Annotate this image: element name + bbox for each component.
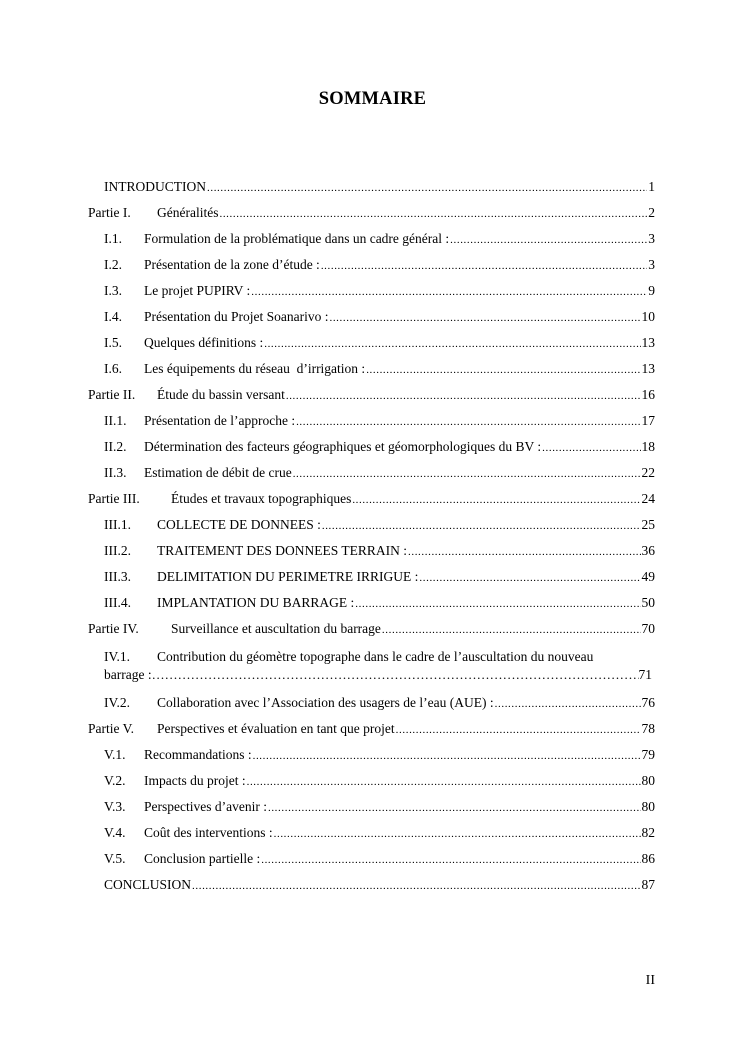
- toc-entry-conclusion[interactable]: [104, 876, 655, 894]
- toc-entry-number: Partie IV.: [88, 621, 139, 636]
- toc-entry-title: Conclusion partielle :: [144, 851, 261, 866]
- toc-entry-title-continuation: barrage :: [104, 667, 152, 682]
- toc-entry-iv-1-continuation[interactable]: [104, 666, 652, 684]
- toc-leader-dots: [355, 595, 640, 613]
- toc-entry-introduction[interactable]: [104, 178, 655, 196]
- toc-leader-dots: [495, 695, 641, 713]
- toc-entry-number: II.2.: [104, 439, 127, 454]
- toc-entry-page: 76: [641, 695, 655, 710]
- toc-leader-dots: [286, 387, 641, 405]
- toc-entry-i-1[interactable]: [104, 230, 655, 248]
- toc-entry-number: IV.2.: [104, 695, 131, 710]
- toc-entry-number: I.6.: [104, 361, 122, 376]
- toc-entry-title: Coût des interventions :: [144, 825, 273, 840]
- toc-entry-title: Surveillance et auscultation du barrage: [171, 621, 381, 636]
- toc-entry-iv-1[interactable]: [104, 648, 655, 666]
- toc-entry-page: 3: [648, 231, 655, 246]
- toc-entry-iv-2[interactable]: [104, 694, 655, 712]
- toc-leader-dots: [293, 465, 641, 483]
- toc-entry-page: 87: [641, 877, 655, 892]
- toc-entry-page: 9: [648, 283, 655, 298]
- toc-entry-number: V.4.: [104, 825, 126, 840]
- toc-entry-page: 13: [641, 361, 655, 376]
- toc-leader-ellipsis: [152, 666, 639, 684]
- toc-leader-dots: [253, 747, 641, 765]
- toc-entry-title: Recommandations :: [144, 747, 252, 762]
- toc-entry-number: I.3.: [104, 283, 122, 298]
- toc-leader-dots: [264, 335, 640, 353]
- toc-entry-i-4[interactable]: [104, 308, 655, 326]
- toc-leader-dots: [419, 569, 640, 587]
- toc-entry-page: 17: [641, 413, 655, 428]
- toc-leader-dots: [207, 179, 647, 197]
- toc-entry-number: Partie III.: [88, 491, 140, 506]
- toc-entry-title: Études et travaux topographiques: [171, 491, 352, 506]
- toc-entry-title: IMPLANTATION DU BARRAGE :: [157, 595, 355, 610]
- toc-entry-page: 36: [641, 543, 655, 558]
- toc-entry-title: Perspectives et évaluation en tant que projet: [157, 721, 395, 736]
- toc-entry-number: V.3.: [104, 799, 126, 814]
- toc-entry-page: 70: [641, 621, 655, 636]
- toc-entry-title: COLLECTE DE DONNEES :: [157, 517, 321, 532]
- toc-entry-number: III.3.: [104, 569, 131, 584]
- toc-leader-dots: [322, 517, 641, 535]
- toc-leader-dots: [296, 413, 640, 431]
- toc-entry-partie-iv[interactable]: [88, 620, 655, 638]
- toc-entry-number: III.1.: [104, 517, 131, 532]
- toc-entry-i-3[interactable]: [104, 282, 655, 300]
- toc-leader-dots: [268, 799, 641, 817]
- toc-entry-iii-1[interactable]: [104, 516, 655, 534]
- toc-entry-number: V.1.: [104, 747, 126, 762]
- toc-entry-number: I.5.: [104, 335, 122, 350]
- toc-entry-number: Partie I.: [88, 205, 131, 220]
- toc-entry-partie-i[interactable]: [88, 204, 655, 222]
- toc-entry-page: 1: [648, 179, 655, 194]
- toc-entry-page: 13: [641, 335, 655, 350]
- toc-entry-page: 25: [641, 517, 655, 532]
- toc-entry-v-4[interactable]: [104, 824, 655, 842]
- toc-leader-dots: [352, 491, 640, 509]
- toc-entry-i-6[interactable]: [104, 360, 655, 378]
- toc-entry-page: 3: [648, 257, 655, 272]
- toc-entry-title: Contribution du géomètre topographe dans le cadre de l’auscultation du nouveau: [157, 649, 594, 664]
- toc-entry-title: DELIMITATION DU PERIMETRE IRRIGUE :: [157, 569, 419, 584]
- toc-leader-dots: [396, 721, 641, 739]
- toc-leader-dots: [321, 257, 647, 275]
- toc-leader-dots: [219, 205, 647, 223]
- toc-entry-number: I.1.: [104, 231, 122, 246]
- toc-leader-dots: [192, 877, 640, 895]
- toc-entry-title: Collaboration avec l’Association des usagers de l’eau (AUE) :: [157, 695, 494, 710]
- toc-entry-title: Estimation de débit de crue: [144, 465, 292, 480]
- toc-entry-title: Formulation de la problématique dans un cadre général :: [144, 231, 450, 246]
- toc-entry-title: CONCLUSION: [104, 877, 192, 892]
- toc-entry-i-2[interactable]: [104, 256, 655, 274]
- toc-entry-number: III.2.: [104, 543, 131, 558]
- toc-entry-page: 78: [641, 721, 655, 736]
- toc-entry-page: 10: [641, 309, 655, 324]
- toc-entry-page: 79: [641, 747, 655, 762]
- toc-entry-page: 82: [641, 825, 655, 840]
- toc-entry-number: Partie II.: [88, 387, 136, 402]
- toc-entry-v-1[interactable]: [104, 746, 655, 764]
- toc-entry-iii-3[interactable]: [104, 568, 655, 586]
- toc-entry-title: Impacts du projet :: [144, 773, 246, 788]
- toc-entry-page: 16: [641, 387, 655, 402]
- toc-entry-number: V.2.: [104, 773, 126, 788]
- toc-entry-number: II.3.: [104, 465, 127, 480]
- toc-leader-dots: [366, 361, 640, 379]
- footer-page-number: II: [645, 973, 655, 988]
- toc-entry-title: Perspectives d’avenir :: [144, 799, 267, 814]
- toc-entry-iii-4[interactable]: [104, 594, 655, 612]
- toc-entry-title: INTRODUCTION: [104, 179, 206, 194]
- toc-entry-page: 2: [648, 205, 655, 220]
- toc-leader-dots: [261, 851, 640, 869]
- toc-leader-dots: [274, 825, 641, 843]
- toc-entry-title: Présentation de la zone d’étude :: [144, 257, 320, 272]
- toc-leader-dots: [329, 309, 640, 327]
- toc-entry-number: II.1.: [104, 413, 127, 428]
- toc-entry-title: Étude du bassin versant: [157, 387, 285, 402]
- toc-entry-ii-3[interactable]: [104, 464, 655, 482]
- page-title: SOMMAIRE: [318, 89, 427, 109]
- toc-entry-page: 86: [641, 851, 655, 866]
- toc-entry-partie-iii[interactable]: [88, 490, 655, 508]
- toc-entry-ii-2[interactable]: [104, 438, 655, 456]
- toc-entry-iii-2[interactable]: [104, 542, 655, 560]
- toc-leader-dots: [408, 543, 641, 561]
- toc-leader-dots: [247, 773, 641, 791]
- toc-entry-number: III.4.: [104, 595, 131, 610]
- toc-entry-page: 80: [641, 799, 655, 814]
- toc-entry-number: I.2.: [104, 257, 122, 272]
- toc-entry-page: 80: [641, 773, 655, 788]
- toc-leader-dots: [251, 283, 647, 301]
- toc-leader-dots: [382, 621, 641, 639]
- toc-leader-dots: [542, 439, 640, 457]
- toc-entry-title: TRAITEMENT DES DONNEES TERRAIN :: [157, 543, 407, 558]
- toc-entry-title: Quelques définitions :: [144, 335, 264, 350]
- toc-entry-title: Généralités: [157, 205, 219, 220]
- toc-entry-number: Partie V.: [88, 721, 135, 736]
- toc-leader-dots: [450, 231, 647, 249]
- toc-entry-ii-1[interactable]: [104, 412, 655, 430]
- toc-entry-page: 49: [641, 569, 655, 584]
- toc-entry-page: 24: [641, 491, 655, 506]
- toc-entry-title: Le projet PUPIRV :: [144, 283, 251, 298]
- toc-entry-number: I.4.: [104, 309, 122, 324]
- toc-entry-v-3[interactable]: [104, 798, 655, 816]
- toc-entry-v-5[interactable]: [104, 850, 655, 868]
- toc-entry-title: Détermination des facteurs géographiques et géomorphologiques du BV :: [144, 439, 542, 454]
- toc-entry-title: Les équipements du réseau d’irrigation :: [144, 361, 366, 376]
- toc-entry-page: 50: [641, 595, 655, 610]
- toc-entry-number: IV.1.: [104, 649, 131, 664]
- toc-entry-i-5[interactable]: [104, 334, 655, 352]
- toc-entry-page: 71: [638, 667, 652, 682]
- toc-entry-page: 22: [641, 465, 655, 480]
- toc-entry-title: Présentation de l’approche :: [144, 413, 296, 428]
- toc-entry-page: 18: [641, 439, 655, 454]
- toc-entry-v-2[interactable]: [104, 772, 655, 790]
- toc-entry-partie-v[interactable]: [88, 720, 655, 738]
- toc-entry-title: Présentation du Projet Soanarivo :: [144, 309, 329, 324]
- toc-entry-partie-ii[interactable]: [88, 386, 655, 404]
- toc-entry-number: V.5.: [104, 851, 126, 866]
